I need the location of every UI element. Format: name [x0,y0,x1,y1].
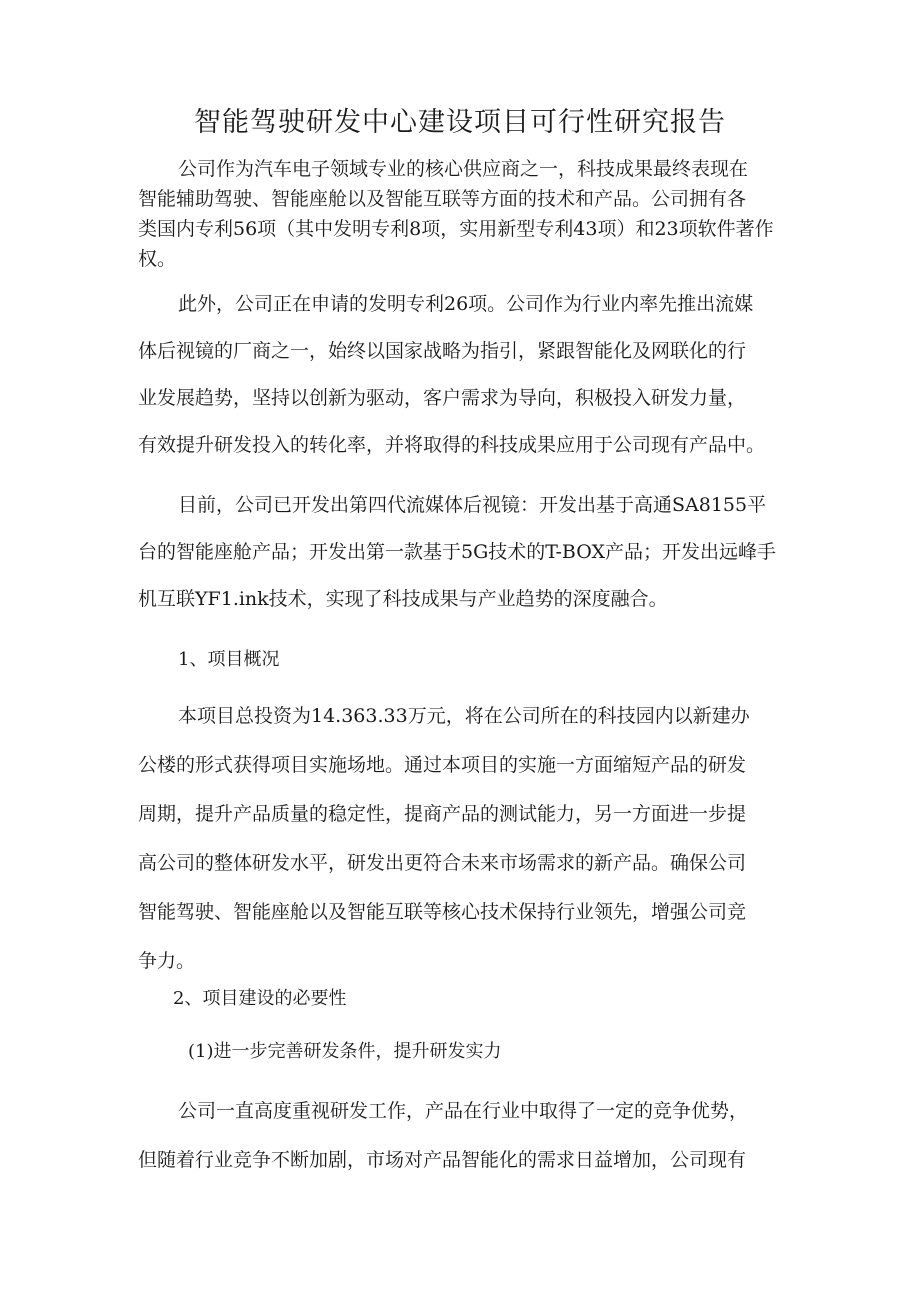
text-line: 周期，提升产品质量的稳定性，提商产品的测试能力，另一方面进一步提 [138,803,747,825]
subsection-heading-research: (1)进一步完善研发条件，提升研发实力 [188,1041,502,1062]
text-line: 争力。 [138,950,196,972]
document-title: 智能驾驶研发中心建设项目可行性研究报告 [194,107,726,138]
text-line: 台的智能座舱产品；开发出第一款基于5G技术的T-BOX产品；开发出远峰手 [138,541,776,563]
text-line: 智能驾驶、智能座舱以及智能互联等核心技术保持行业领先，增强公司竞 [138,901,747,923]
paragraph-research [138,1087,794,1185]
text-line: 高公司的整体研发水平，研发出更符合未来市场需求的新产品。确保公司 [138,852,747,874]
paragraph-products [138,482,794,623]
text-line: 本项目总投资为14.363.33万元，将在公司所在的科技园内以新建办 [178,705,750,727]
section-heading-overview: 1、项目概况 [178,649,280,670]
text-line: 但随着行业竞争不断加剧，市场对产品智能化的需求日益增加，公司现有 [138,1149,747,1171]
paragraph-overview [138,692,794,986]
text-line: 类国内专利56项（其中发明专利8项，实用新型专利43项）和23项软件著作 [138,218,774,240]
text-line: 目前，公司已开发出第四代流媒体后视镜：开发出基于高通SA8155平 [178,494,767,516]
text-line: 智能辅助驾驶、智能座舱以及智能互联等方面的技术和产品。公司拥有各 [138,188,747,210]
section-heading-necessity: 2、项目建设的必要性 [173,988,347,1009]
text-line: 业发展趋势，坚持以创新为驱动，客户需求为导向，积极投入研发力量， [138,387,747,409]
text-line: 此外，公司正在申请的发明专利26项。公司作为行业内率先推出流媒 [178,293,754,315]
text-line: 机互联YF1.ink技术，实现了科技成果与产业趋势的深度融合。 [138,588,668,610]
paragraph-patents [138,154,794,274]
text-line: 公司作为汽车电子领域专业的核心供应商之一，科技成果最终表现在 [178,158,749,180]
text-line: 体后视镜的厂商之一，始终以国家战略为指引，紧跟智能化及网联化的行 [138,340,747,362]
paragraph-strategy [138,281,794,469]
text-line: 权。 [138,248,177,270]
text-line: 公楼的形式获得项目实施场地。通过本项目的实施一方面缩短产品的研发 [138,754,747,776]
text-line: 公司一直高度重视研发工作，产品在行业中取得了一定的竞争优势， [178,1100,749,1122]
text-line: 有效提升研发投入的转化率，并将取得的科技成果应用于公司现有产品中。 [138,434,766,456]
